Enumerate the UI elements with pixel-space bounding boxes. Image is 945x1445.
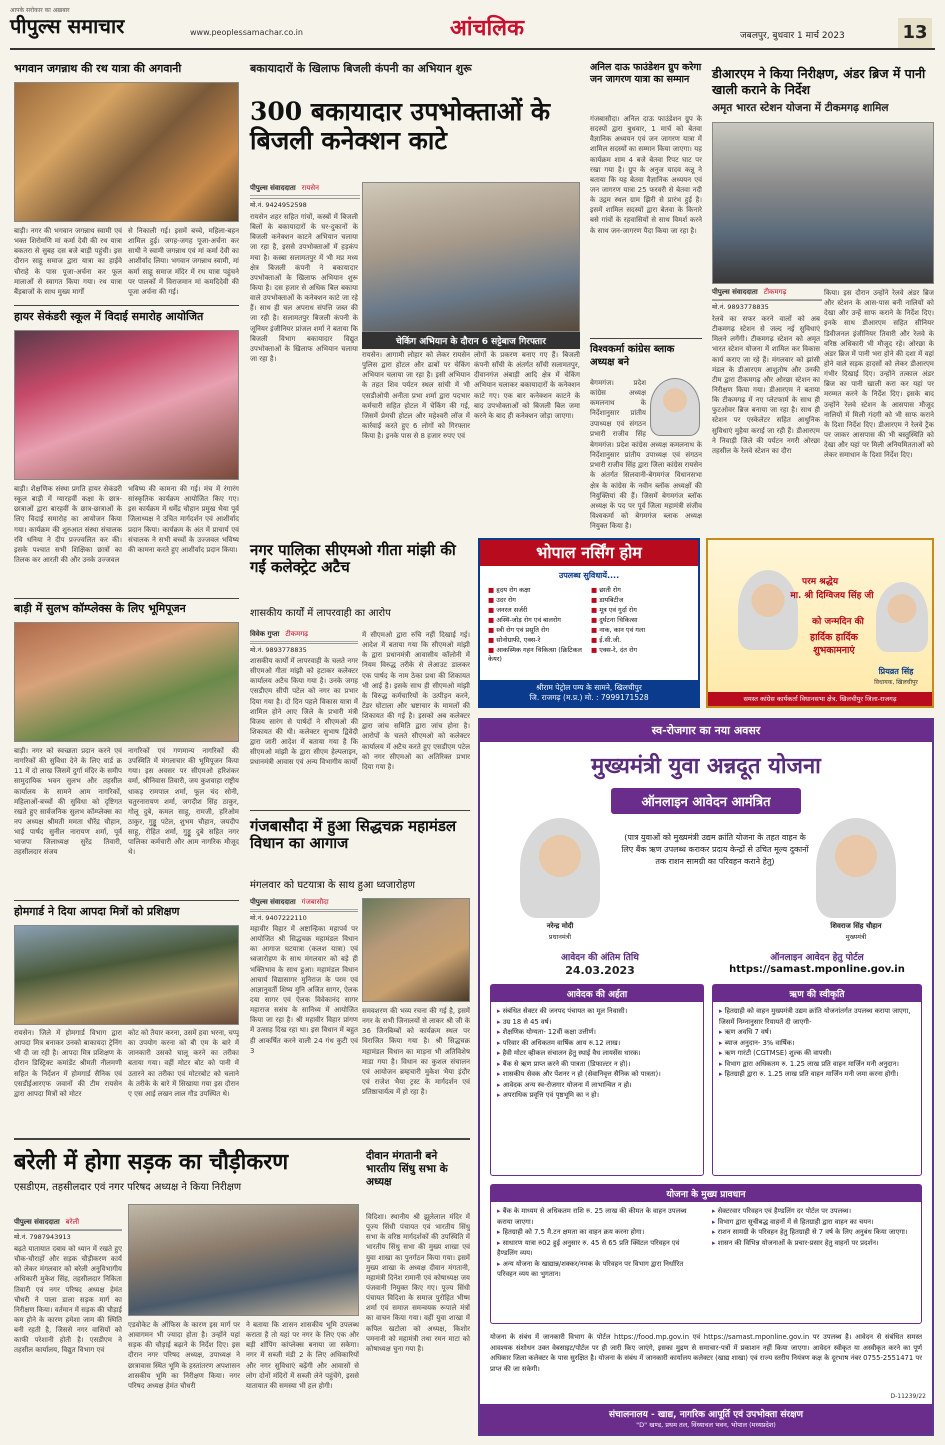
drm-place: टीकमगढ़: [763, 288, 787, 296]
website: www.peoplessamachar.co.in: [190, 28, 303, 37]
loan-box: [712, 984, 922, 1176]
vishwakarma-headline: विश्वकर्मा कांग्रेस ब्लाक अध्यक्ष बने: [590, 344, 675, 368]
list-item: ▸ विभाग द्वारा अधिकतम रु. 1.25 लाख प्रति वाहन मार्जिन मनी अनुदान।: [719, 1059, 915, 1070]
greeting-line1: परम श्रद्धेय: [801, 577, 839, 587]
gita-headline: नगर पालिका सीएमओ गीता मांझी की गईं कलेक्ट्रेट अटैच: [250, 541, 456, 577]
list-item: ■ नाक, कान एवं गला: [591, 625, 690, 634]
anil-headline: अनिल दाऊ फाउंडेशन ग्रुप करेगा जन जागरण यात्रा का सम्मान: [590, 62, 702, 85]
list-item: ▸ अन्य योजना के खाद्यान्न/शक्कर/नमक के परिवहन पर विभाग द्वारा निर्धारित परिवहन व्यय का भुगतान।: [497, 1259, 700, 1280]
drm-reporter: पीपुल्स संवाददाता: [712, 288, 758, 296]
drm-byline: [712, 288, 822, 300]
bijli-headline: 300 बकायादार उपभोक्ताओं के बिजली कनेक्शन काटे: [250, 97, 551, 155]
ganj-text: महावीर विहार में अष्टान्हिका महापर्व पर आयोजित श्री सिद्धचक्र महामंडल विधान का आगाज घटयात्रा (कलश यात्रा) एवं ध्वजारोहण के साथ मंगलवार को बड़े ही भक्तिभाव के साथ हुआ। महामंडल विधान आचार्य विद्यासागर मुनिराज के परम एवं आज्ञानुवर्ती शिष्य मुनि अजित सागर, ऐलक दया सागर एवं ऐलक विवेकानंद सागर महाराज ससंघ के सानिध्य में आयोजित किया जा रहा है। श्री महावीर विहार प्रांगण में उत्साह दिख रहा था। इस विधान में बहुत ही आकर्षित करने वाली 24 गंध कुटी एवं 3: [250, 925, 358, 1055]
provisions-list-right: [706, 1202, 921, 1284]
list-item: ▸ हितग्राही को वाहन मुख्यमंत्री उद्यम क्रांति योजनांतर्गत उपलब्ध कराया जाएगा, जिसमें निम्नानुसार रियायतें दी जाएगी-: [719, 1006, 915, 1027]
list-item: ▸ हितग्राही द्वारा रु. 1.25 लाख प्रति वाहन मार्जिन मनी जमा करना होगी।: [719, 1069, 915, 1080]
divider: [250, 810, 470, 811]
story-rathyatra-text: बाड़ी। नगर की भगवान जगन्नाथ स्वामी एवं भक्त शिरोमणि मां कर्मा देवी की रथ यात्रा बकतरा से सुबह दस बजे बाड़ी पहुंची। इस दौरान साहू समाज द्वारा यात्रा का हाईवे चौराहे के पास पूजा-अर्चना कर फूल मालाओं से स्वागत किया गया। रथ यात्रा बैंड़बाजों के साथ मुख्य मार्गों: [14, 227, 122, 296]
list-item: ▸ बैंक से ऋण प्राप्त करने की पात्रता (डिफाल्टर न हो)।: [497, 1059, 697, 1070]
masthead: [10, 8, 935, 50]
bhopal-nursing-home-ad: [478, 538, 700, 708]
provisions-list-left: [491, 1202, 706, 1284]
bijli-text: रायसेन शहर सहित गांवों, कस्बों में बिजली बिलों के बकायादारों के घर-दुकानों के बिजली कनेक्शन काटने अभियान चलाया जा रहा है, इससे उपभोक्ताओं में हड़कंप मचा है। कस्बा सलामतपुर में भी मप्र मध्य क्षेत्र बिजली कंपनी ने बकायादार उपभोक्ताओं के खिलाफ अभियान शुरू किया है। दस हजार से अधिक बिल बकाया वाले उपभोक्ताओं के कनेक्शन काटे जा रहे हैं। साथ ही चल अपराध संपत्ति जब्त की जा रही है। सलामतपुर बिजली कंपनी के जूनियर इंजीनियर प्रांजल शर्मा ने बताया कि बिजली विभाग बकायादार विद्युत उपभोक्ताओं के खिलाफ अभियान चलाया जा रहा है।: [250, 213, 358, 363]
vishwakarma-text-cont: बेगमगंज। प्रदेश कांग्रेस अध्यक्ष कमलनाथ के निर्देशानुसार प्रांतीय उपाध्यक्ष एवं संगठन प्रभारी राजीव सिंह द्वारा जिला कांग्रेस रायसेन के अंतर्गत सिलवानी-बेगमगंज विधानसभा क्षेत्र के कांग्रेस के नवीन ब्लॉक अध्यक्षों की नियुक्तियां की हैं। जिसमें बेगमगंज ब्लॉक अध्यक्ष के पद पर पूर्व जिला महामंत्री संजीव विश्वकर्मा को बेगमगंज ब्लाक अध्यक्ष नियुक्त किया है।: [590, 441, 702, 530]
bijli-mobile: मो.नं. 9424952598: [250, 198, 360, 209]
story-farewell-text-cont: भविष्य की कामना की गई। मंच में रंगारंग सांस्कृतिक कार्यक्रम आयोजित किए गए। इस कार्यक्रम में धर्मेंद्र चौहान प्रमुख भैया पूर्व जिलाध्यक्ष ने उचित मार्गदर्शन एवं आशीर्वाद प्रदान किया। कार्यक्रम के अंत में प्राचार्य एवं संचालक ने सभी बच्चों के उज्जवल भविष्य की कामना करते हुए आशीर्वाद प्रदान किया।: [128, 485, 239, 554]
divider: [14, 900, 239, 901]
drm-text-cont: किया। इस दौरान उन्होंने रेलवे अंडर ब्रिज और स्टेशन के आस-पास बनी नालियों को देखा और उन्हें साफ कराने के निर्देश दिए। इनके साथ डीआरएम सहित सीनियर डिवीजनल इंजीनियर तिवारी और रेलवे के वरिष्ठ अधिकारी भी मौजूद रहे। ओरछा के अंडर ब्रिज में पानी भरा होने की दशा में वहां होने वाले सड़क हादसों को लेकर डीआरएम गंभीर दिखाई दिए। उन्होंने तत्काल अंडर ब्रिज का पानी खाली करा कर यहां पर मरम्मत करने के निर्देश दिए। इसके बाद उन्होंने रेलवे स्टेशन के आसपास मौजूद नालियों में मिली गंदगी को भी साफ कराने के दिशा निर्देश दिए। डीआरएम ने रेलवे ट्रैक पर जाकर आसपास की भी बस्तुस्थिति को देखा और यहां पर मिली अनियमितताओं को लेकर समाधान के दिशा निर्देश दिए।: [824, 289, 934, 460]
list-item: ▸ राशन सामग्री के परिवहन हेतु हितग्राही से 7 वर्ष के लिए अनुबंध किया जाएगा।: [712, 1227, 915, 1238]
story-rathyatra-text-cont: से निकाली गई। इसमें बच्चे, महिला-बहन शामिल हुई। जगह-जगह पूजा-अर्चना कर साथी ने स्वामी जगन्नाथ एवं मां कर्मा देवी का आशीर्वाद लिया। भगवान जगन्नाथ स्वामी, मां कर्मा साहू समाज मंदिर में रथ यात्रा पहुंचने पर पालकों में विराजमान मां कमदिदेवी की पूजा अर्चना की गई।: [128, 227, 239, 296]
list-item: ▸ शासकीय सेवक और पेंशनर न हो (सेवानिवृत्त सैनिक को पात्रता)।: [497, 1069, 697, 1080]
provisions-box: [490, 1184, 922, 1324]
eligibility-list: [491, 1002, 703, 1105]
list-item: ▸ ब्याज अनुदान- 3% वार्षिक।: [719, 1038, 915, 1049]
story-homeguard-text: रायसेन। जिले में होमगार्ड विभाग द्वारा आपदा मित्र बनाकर उनको बाकायदा ट्रेनिंग भी दी जा रही है। आपदा मित्र प्रशिक्षण के दौरान डिस्ट्रिक्ट कमांडेंट श्रीमती नीलमणी सहित के निर्देशन में होमगार्ड सैनिक एवं एसडीईआरएफ जवानों की टीम रायसेन द्वारा आपदा मित्रों को मोटर: [14, 1029, 122, 1098]
bareli-byline: [14, 1218, 122, 1230]
list-item: ■ हृदय रोग कक्षा: [488, 585, 587, 594]
list-item: ■ दुर्घटना चिकित्सा: [591, 615, 690, 624]
bijli-photo: [362, 182, 580, 332]
bijli-caption: चेकिंग अभियान के दौरान 6 सट्टेबाज गिरफ्तार: [362, 332, 580, 349]
pm-portrait: [520, 818, 600, 918]
greeting-footer: समस्त कांग्रेस कार्यकर्ता विधानसभा क्षेत्र, खिलचीपुर जिला-राजगढ़: [708, 692, 932, 706]
story-homeguard-text-cont: कोट को तैयार करना, उसमें हवा भरना, चप्पू का उपयोग करना को बी एम के बारे में जानकारी उसको चालू करने का तरीका बताया गया। वहीं मोटर बोट को पानी में उतारने का तरीका एवं मोटरबोट को चलाने के तरीके के बारे में सिखाया गया इस दौरान ए एस आई लखन लाल गौड उपस्थित थे।: [128, 1029, 239, 1098]
drm-text: रेलवे का सफर करने वालों को अब टीकमगढ़ स्टेशन से जल्द नई सुविधाएं मिलने लगेंगी। टीकमगढ़ स्टेशन को अमृत भारत स्टेशन योजना में शामिल कर विकास कार्य कराए जा रहे हैं। मंगलवार को झांसी मंडल के डीआरएम आशुतोष और उनकी टीम द्वारा टीकमगढ़ और ओरछा स्टेशन का निरीक्षण किया गया। डीआरएम ने बताया कि टीकमगढ़ में नए प्लेटफार्म के साथ ही फुटओवर ब्रिज बनाया जा रहा है। साथ ही स्टेशन पर एस्केलेटर सहित आधुनिक सुविधाएं मुहैया कराई जा रही हैं। डीआरएम ने निवाड़ी जिले की पर्यटन नगरी ओरछा तहसील के रेलवे स्टेशन का दौरा: [712, 315, 820, 455]
drm-headline: डीआरएम ने किया निरीक्षण, अंडर ब्रिज में पानी खाली कराने के निर्देश: [712, 66, 926, 97]
bareli-photo: [128, 1204, 359, 1316]
services-list: [480, 585, 698, 663]
birthday-greeting-ad: [706, 538, 934, 708]
diwan-text: विदिशा। स्थानीय श्री झूलेलाल मंदिर में पूज्य सिंधी पंचायत एवं भारतीय सिंधु सभा के वरिष्ठ मार्गदर्शकों की उपस्थिति में भारतीय सिंधु सभा की मुख्य शाखा एवं युवा शाखा का पुनर्गठन किया गया। इसमें मुख्य शाखा के अध्यक्ष दीवान मंगतानी, महामंत्री दिनेश रामानी एवं कोषाध्यक्ष जय पंजवानी नियुक्त किए गए। पूज्य सिंधी पंचायत विदिशा के समाज पुरोहित भीष्म शर्मा एवं समाज समन्वयक रूपाले मंत्रों का वाचन किया गया। वहीं युवा शाखा में कपिल खटोला को अध्यक्ष, किशोर पमनानी को महामंत्री तथा रमन माटा को कोषाध्यक्ष चुना गया है।: [366, 1213, 470, 1353]
story-farewell-photo: [14, 330, 239, 480]
loan-list: [713, 1002, 921, 1084]
bareli-reporter: पीपुल्स संवाददाता: [14, 1218, 60, 1226]
scheme-description: (पात्र युवाओं को मुख्यमंत्री उद्यम क्रांति योजना के तहत वाहन के लिए बैंक ऋण उपलब्ध कराकर प्रदाय केन्द्रों से उचित मूल्य दुकानों तक राशन सामग्री का परिवहन कराने हेतु): [621, 833, 809, 866]
story-rathyatra-headline: भगवान जगन्नाथ की रथ यात्रा की अगवानी: [14, 62, 182, 75]
story-sulabh-headline: बाड़ी में सुलभ कॉम्प्लेक्स के लिए भूमिपूजन: [14, 602, 186, 615]
bijli-text-3: लोगों के प्रकरण बनाए गए हैं। बिजली कंपनी साँची के अंतर्गत साँची सलामतपुर, दीवानगंज अंबाड़ी आदि क्षेत्र में चेकिंग अभियान चलाकर बकायादारों के कनेक्शन काटे गए। एक बार कनेक्शन काटने के बाद उपभोक्ताओं को बिजली बिल जमा करने के बाद ही कनेक्शन जोड़ा जाएगा।: [474, 351, 580, 420]
drm-subhead: अमृत भारत स्टेशन योजना में टीकमगढ़ शामिल: [712, 102, 889, 114]
bijli-byline: [250, 184, 360, 196]
greeting-wishes: हार्दिक हार्दिक शुभकामनाएं: [810, 632, 858, 656]
portal-label: ऑनलाइन आवेदन हेतु पोर्टल: [770, 953, 864, 963]
story-homeguard-headline: होमगार्ड ने दिया आपदा मित्रों को प्रशिक्षण: [14, 905, 180, 918]
portal-link[interactable]: https://samast.mponline.gov.in: [729, 964, 905, 975]
apply-banner: ऑनलाइन आवेदन आमंत्रित: [611, 788, 801, 814]
list-item: ▸ सेक्टरवार परिवहन एवं हैण्डलिंग दर पोर्टल पर उपलब्ध।: [712, 1206, 915, 1217]
ad-phone: जि. राजगढ़ (म.प्र.) मो. : 7999171528: [529, 693, 649, 703]
scheme-issuer: [480, 1404, 932, 1434]
provisions-heading: योजना के मुख्य प्रावधान: [491, 1185, 921, 1202]
bareli-subhead: एसडीएम, तहसीलदार एवं नगर परिषद अध्यक्ष ने किया निरीक्षण: [14, 1182, 242, 1193]
honoree-name: मा. श्री दिग्विजय सिंह जी: [790, 591, 874, 601]
story-homeguard-photo: [14, 925, 239, 1025]
eligibility-box: [490, 984, 704, 1176]
story-sulabh-text-cont: नागरिकों एवं गणमान्य नागरिकों की उपस्थिति में मंगलाचार की भूमिपूजन किया गया। इस अवसर पर सीएमओ हरिशंकर वर्मा, श्रीनिवास तिवारी, जय कुशवाहा राष्ट्रीय धाकड़ रामपाल शर्मा, फूल चंद सोनी, चतुरनारायण शर्मा, जगदीश सिंह ठाकुर, गोलू दुबे, कमल साहू, रामजी, हरिओम ठाकुर, गुड्डू पटेल, शुभम चौहान, जयदीप साहू, रोहित शर्मा, गुड्डू दुबे सहित नगर पालिका कर्मचारी और आम नागरिक मौजूद थे।: [128, 747, 239, 857]
logo-text: पीपुल्स समाचार: [10, 14, 125, 38]
scheme-banner: स्व-रोजगार का नया अवसर: [480, 720, 932, 742]
ganj-byline: [250, 898, 358, 910]
sender-name: प्रियव्रत सिंह: [878, 667, 914, 676]
ganj-photo: [362, 898, 470, 1002]
gita-text-cont: में सीएमओ द्वारा रुचि नहीं दिखाई गई। आदेश में बताया गया कि सीएमओ मांझी के द्वारा प्रधानमंत्री आवासीय कॉलोनी में नियम विरुद्ध तरीके से लेआउट डालकर एक पार्षद के नाम ठेका प्रथा की शिकायत भी आई है। इसके साथ ही सीएमओ मांझी के विरुद्ध कर्मचारियों के उत्पीड़न करने, टेंडर घोटाला और भ्रष्टाचार के मामलों की शिकायत की गई है। इसको अब कलेक्टर द्वारा जांच समिति द्वारा जांच होना है। आरोपों के चलते सीएमओ को कलेक्टर कार्यालय में अटैच करते हुए एसडीएम पटेल को नगर सीएमओ का अतिरिक्त प्रभार दिया गया है।: [362, 631, 470, 771]
bareli-text: बढ़ते यातायात दबाव को ध्यान में रखते हुए चौक-चौराहों और सड़क चौड़ीकरण कार्य को लेकर मंगलवार को बरेली अनुविभागीय अधिकारी मुकेश सिंह, तहसीलदार निकिता तिवारी एवं नगर परिषद अध्यक्ष हेमंत चौधरी ने पाला डाला सड़क मार्ग का निरीक्षण किया। वर्तमान में सड़क की चौड़ाई कम होने के कारण हमेशा जाम की स्थिति बनी रहती है, जिससे नगर वासियों को काफी परेशानी होती है। एसडीएम ने तहसील कार्यालय, विद्युत विभाग एवं: [14, 1245, 122, 1355]
list-item: ▸ हैवी मोटर व्हीकल संचालन हेतु स्थाई वैध लायसेंस धारक।: [497, 1048, 697, 1059]
dateline: जबलपुर, बुधवार 1 मार्च 2023: [740, 31, 845, 41]
list-item: ■ उदर रोग: [488, 595, 587, 604]
ad-contact: [480, 680, 698, 706]
list-item: ▸ शासन की विभिन्न योजनाओं के प्रचार-प्रसार हेतु वाहनों पर प्रदर्शन।: [712, 1238, 915, 1249]
logo-tagline: आपके सरोकार का अख़बार: [10, 7, 70, 14]
ganj-mobile: मो.नं. 9407222110: [250, 911, 358, 922]
issuer-name: संचालनालय - खाद्य, नागरिक आपूर्ति एवं उपभोक्ता संरक्षण: [608, 1410, 804, 1420]
ganj-reporter: पीपुल्स संवाददाता: [250, 898, 296, 906]
ganj-place: गंजबासौदा: [301, 898, 329, 906]
story-sulabh-photo: [14, 622, 239, 742]
list-item: ▸ बैंक के माध्यम से अधिकतम राशि रु. 25 लाख की कीमत के वाहन उपलब्ध कराया जाएगा।: [497, 1206, 700, 1227]
story-farewell-headline: हायर सेकंडरी स्कूल में विदाई समारोह आयोजित: [14, 310, 204, 323]
gita-byline: [250, 630, 358, 642]
section-title: आंचलिक: [450, 15, 524, 41]
bijli-text-2: रायसेन। आगामी लोहार को लेकर रायसेन पुलिस द्वारा होटल और ढाबों पर चेकिंग अभियान चलाया जा रहा है। इसी अभियान के तहत शिव पर्यटन स्थल सांची में भी एसडीओपी अनीता प्रभा शर्मा द्वारा पदभार कर्मचारी सहित होटल में चेकिंग की गई, जिसमें प्रेमची होटल और महेश्वरी लॉज में कार्रवाई करते हुए 6 लोगों को गिरफ्तार किया है। इनके पास से 8 हजार रुपए एवं: [362, 351, 470, 441]
bareli-headline: बरेली में होगा सड़क का चौड़ीकरण: [14, 1149, 289, 1175]
vishwakarma-text: बेगमगंज। प्रदेश कांग्रेस अध्यक्ष कमलनाथ के निर्देशानुसार प्रांतीय उपाध्यक्ष एवं संगठन प्रभारी राजीव सिंह: [590, 379, 646, 438]
pm-title: प्रधानमंत्री: [548, 933, 572, 941]
bareli-text-3: ने बताया कि शासन शासकीय भूमि उपलब्ध कराता है तो यहां पर नगर के लिए एक और बड़ी शॉपिंग कांप्लेक्स बनाया जा सकेगा। नगर में सब्जी मंडी 2 के लिए अधिकारियों और नगर सुविधाएं बढ़ेंगी और आवासों से लोग दोनों मंदिरों में सब्जी लेने पहुंचेंगे, इससे यातायात की समस्या भी हल होगी।: [246, 1321, 359, 1390]
list-item: ■ ई.सी.जी.: [591, 635, 690, 644]
deadline-label: आवेदन की अंतिम तिथि: [561, 953, 639, 963]
bareli-place: बरेली: [65, 1218, 80, 1226]
list-item: ▸ आवेदक अन्य स्व-रोजगार योजना में लाभान्वित न हो।: [497, 1080, 697, 1091]
list-item: ■ डायबिटीज: [591, 595, 690, 604]
loan-heading: ऋण की स्वीकृति: [713, 985, 921, 1002]
list-item: ▸ अपराधिक प्रवृत्ति एवं पृष्ठभूमि का न हो।: [497, 1090, 697, 1101]
list-item: ▸ ऋण गारंटी (CGTMSE) शुल्क की वापसी।: [719, 1048, 915, 1059]
list-item: ▸ शैक्षणिक योग्यता- 12वीं कक्षा उत्तीर्ण।: [497, 1027, 697, 1038]
list-item: ▸ परिवार की अधिकतम वार्षिक आय रु.12 लाख।: [497, 1038, 697, 1049]
list-item: ■ छाती रोग: [591, 585, 690, 594]
list-item: ■ अस्थि-जोड़ रोग एवं बालरोग: [488, 615, 587, 624]
bijli-place: रायसेन: [301, 184, 320, 192]
ad-title: भोपाल नर्सिंग होम: [480, 540, 698, 566]
list-item: ▸ विभाग द्वारा सूचीबद्ध वाहनों में से हितग्राही द्वारा वाहन का चयन।: [712, 1217, 915, 1228]
list-item: ■ एक्स-रे, दंत रोग: [591, 645, 690, 663]
divider: [14, 305, 239, 306]
story-rathyatra-photo: [14, 82, 239, 222]
issuer-address: "D" खण्ड, प्रथम तल, विंध्याचल भवन, भोपाल (मध्यप्रदेश): [636, 1421, 776, 1429]
divider: [590, 338, 702, 339]
story-farewell-text: बाड़ी। शैक्षणिक संस्था प्रगति हायर सेकंडरी स्कूल बाड़ी में ग्यारहवीं कक्षा के छात्र-छात्राओं द्वारा बारहवीं के छात्र-छात्राओं के लिए विदाई समारोह का आयोजन किया गया। कार्यक्रम की शुरुआत संस्था संचालक रवि धनिया ने दीप प्रज्ज्वलित कर की। इसके पश्चात सभी शिक्षिका छात्रों का तिलक कर आरती की और उनके उज्जवल: [14, 485, 122, 564]
ganj-text-cont: समवशरण की भव्य रचना की गई है, इसमें नगर के सभी जिनालयों से लाकर श्री जी के 36 जिनबिम्बों को कार्यक्रम स्थल पर विराजित किया गया है। श्री सिद्धचक्र महामंडल विधान का माड़ना भी अतिविशेष माडा गया है। विधान का कुशल संचालन एवं आयोजन ब्रम्हचारी मुकेश भैया इंदौर एवं राजेश भैया ट्रस्ट के मार्गदर्शन एवं प्रतिष्ठाचार्यत्व में हो रहा है।: [362, 1007, 470, 1097]
drm-mobile: मो.नं. 9893778835: [712, 300, 822, 311]
gita-reporter: विवेक गुप्ता: [250, 630, 280, 638]
ganj-headline: गंजबासौदा में हुआ सिद्धचक्र महामंडल विधान का आगाज: [250, 817, 457, 853]
ad-code: D-11239/22: [890, 1393, 926, 1400]
greeting-line2: को जन्मदिन की: [812, 617, 864, 627]
gita-subhead: शासकीय कार्यों में लापरवाही का आरोप: [250, 608, 391, 619]
list-item: ▸ हितग्राही को 7.5 मै.टन क्षमता का वाहन क्रय करना होगा।: [497, 1227, 700, 1238]
list-item: ▸ साधारण यात्रा रु02 हुई अनुसार रु. 45 से 65 प्रति क्विंटल परिवहन एवं हैण्डलिंग व्यय।: [497, 1238, 700, 1259]
list-item: ■ जनरल सर्जरी: [488, 605, 587, 614]
gita-place: टीकमगढ़: [285, 630, 309, 638]
list-item: ■ आकस्मिक गहन चिकित्सा (क्रिटिकल केयर): [488, 645, 587, 663]
deadline-date: 24.03.2023: [565, 964, 635, 977]
gita-mobile: मो.नं. 9893778835: [250, 643, 358, 654]
cm-name: शिवराज सिंह चौहान: [830, 922, 882, 930]
bijli-reporter: पीपुल्स संवाददाता: [250, 184, 296, 192]
eligibility-heading: आवेदक की अर्हता: [491, 985, 703, 1002]
list-item: ▸ संबंधित सेक्टर की जनपद पंचायत का मूल निवासी।: [497, 1006, 697, 1017]
divider: [14, 1138, 470, 1140]
cm-portrait: [816, 818, 896, 918]
page-number: 13: [898, 18, 932, 48]
bareli-mobile: मो.नं. 7987943913: [14, 1230, 122, 1241]
list-item: ■ स्त्री रोग एवं प्रसूति रोग: [488, 625, 587, 634]
list-item: ▸ ऋण अवधि 7 वर्ष।: [719, 1027, 915, 1038]
list-item: ▸ उम्र 18 से 45 वर्ष।: [497, 1017, 697, 1028]
newspaper-logo: [10, 7, 125, 39]
divider: [14, 598, 239, 599]
scheme-footer-note: योजना के संबंध में जानकारी विभाग के पोर्टल https://food.mp.gov.in एवं https://samast.mponline.gov.in पर उपलब्ध है। आवेदन से संबंधित समस्त आवश्यक संशोधन उक्त वेबसाइट/पोर्टल पर ही जारी किए जाएंगे, इसका मुद्रण से समाचार-पत्रों में प्रकाशन नहीं किया जाएगा। आवेदन स्वीकृत या अस्वीकृत करने का पूर्ण अधिकार जिला कलेक्टर के पास सुरक्षित है। योजना के संबंध में जानकारी कार्यालय कलेक्टर (खाद्य शाखा) एवं राज्य स्तरीय नियंत्रण कक्ष के दूरभाष नंबर 0755-2551471 पर प्राप्त की जा सकेगी।: [490, 1333, 922, 1373]
cm-title: मुख्यमंत्री: [845, 933, 867, 941]
ad-subtitle: उपलब्ध सुविधायें....: [558, 571, 620, 580]
drm-photo: [712, 122, 934, 284]
list-item: ■ मूत्र एवं गुर्दा रोग: [591, 605, 690, 614]
diwan-headline: दीवान मंगतानी बने भारतीय सिंधु सभा के अध्यक्ष: [366, 1150, 448, 1189]
scheme-title: मुख्यमंत्री युवा अन्नदूत योजना: [591, 753, 821, 779]
ad-address: श्रीराम पेट्रोल पम्प के सामने, खिलचीपुर: [536, 683, 642, 692]
vishwakarma-portrait: [650, 378, 700, 436]
anil-text: गंजबासौदा। अनिल दाऊ फाउंडेशन ग्रुप के सदस्यों द्वारा बुधवार, 1 मार्च को बेतवा वैज्ञानिक अध्ययन एवं जन जागरण यात्रा में शामिल सदस्यों का सम्मान किया जाएगा। यह कार्यक्रम शाम 4 बजे बेतवा रिपट घाट पर रखा गया है। ग्रुप के अनुज यादव कन्नू ने बताया कि यह बेतवा वैज्ञानिक अध्ययन एवं जन जागरण यात्रा 25 फरवरी से बेतवा नदी के उद्गम स्थल ग्राम झिरी से प्रारंभ हुई है। इसमें शामिल सदस्यों द्वारा बेतवा के किनारे बसे गांवों के रहवासियों से साथ विमर्श करने के साथ जन-जागरण पैदा किया जा रहा है।: [590, 115, 702, 235]
pm-name: नरेन्द्र मोदी: [546, 922, 574, 930]
story-sulabh-text: बाड़ी। नगर को स्वच्छता प्रदान करने एवं नागरिकों की सुविधा देने के लिए वार्ड क्र 11 में दो लाख जिसमें दुर्गा मंदिर के समीप सामुदायिक भवन सुलभ और तहसील कार्यालय के सामने आम नागरिकों, महिलाओं-बच्चों की सुविधा को दृष्टिगत रखते हुए सार्वजनिक सुलभ कॉम्प्लेक्स का नप अध्यक्ष श्रीमती ममता धीरेंद्र चौहान, भाई पार्षद सुनील नारायण शर्मा, पूर्व भाजपा जिलाध्यक्ष सुरेंद्र तिवारी, तहसीलदार संजय: [14, 747, 122, 857]
gita-text: शासकीय कार्यों में लापरवाही के चलते नगर सीएमओ गीता मांझी को हटाकर कलेक्टर कार्यालय अटैच किया गया है। उनके जगह एसडीएम सीपी पटेल को नगर का प्रभार दिया गया है। दो दिन पहले विकास यात्रा में शामिल होने आए जिले के प्रभारी मंत्री विजय सारंग से पार्षदों ने सीएमओ की शिकायत की थी। कलेक्टर सुभाष द्विवेदी द्वारा जारी आदेश में बताया गया है कि सीएमओ मांझी के द्वारा सीएम हेल्पलाइन, प्रधानमंत्री आवास एवं अन्य विभागीय कार्यों: [250, 657, 358, 767]
sender-title: विधायक, खिलचीपुर: [874, 679, 918, 686]
bijli-kicker: बकायादारों के खिलाफ बिजली कंपनी का अभियान शुरू: [250, 62, 472, 75]
ganj-subhead: मंगलवार को घटयात्रा के साथ हुआ ध्वजारोहण: [250, 880, 415, 891]
list-item: ■ सोनोग्राफी, एक्स-रे: [488, 635, 587, 644]
yuva-anndoot-scheme-ad: [478, 718, 934, 1436]
bareli-text-2: एडवोकेट के ऑफिस के कारण इस मार्ग पर आवागमन भी ज्यादा होता है। उन्होंने यहां सड़क की चौड़ाई बढ़ाने के निर्देश दिए। इस दौरान नगर परिषद अध्यक्ष, उपाध्यक्ष ने छात्रावास स्थित भूमि के हस्तांतरण अपशासन शासकीय भूमि का निरीक्षण किया। नगर परिषद अध्यक्ष हेमंत चौधरी: [128, 1321, 240, 1390]
